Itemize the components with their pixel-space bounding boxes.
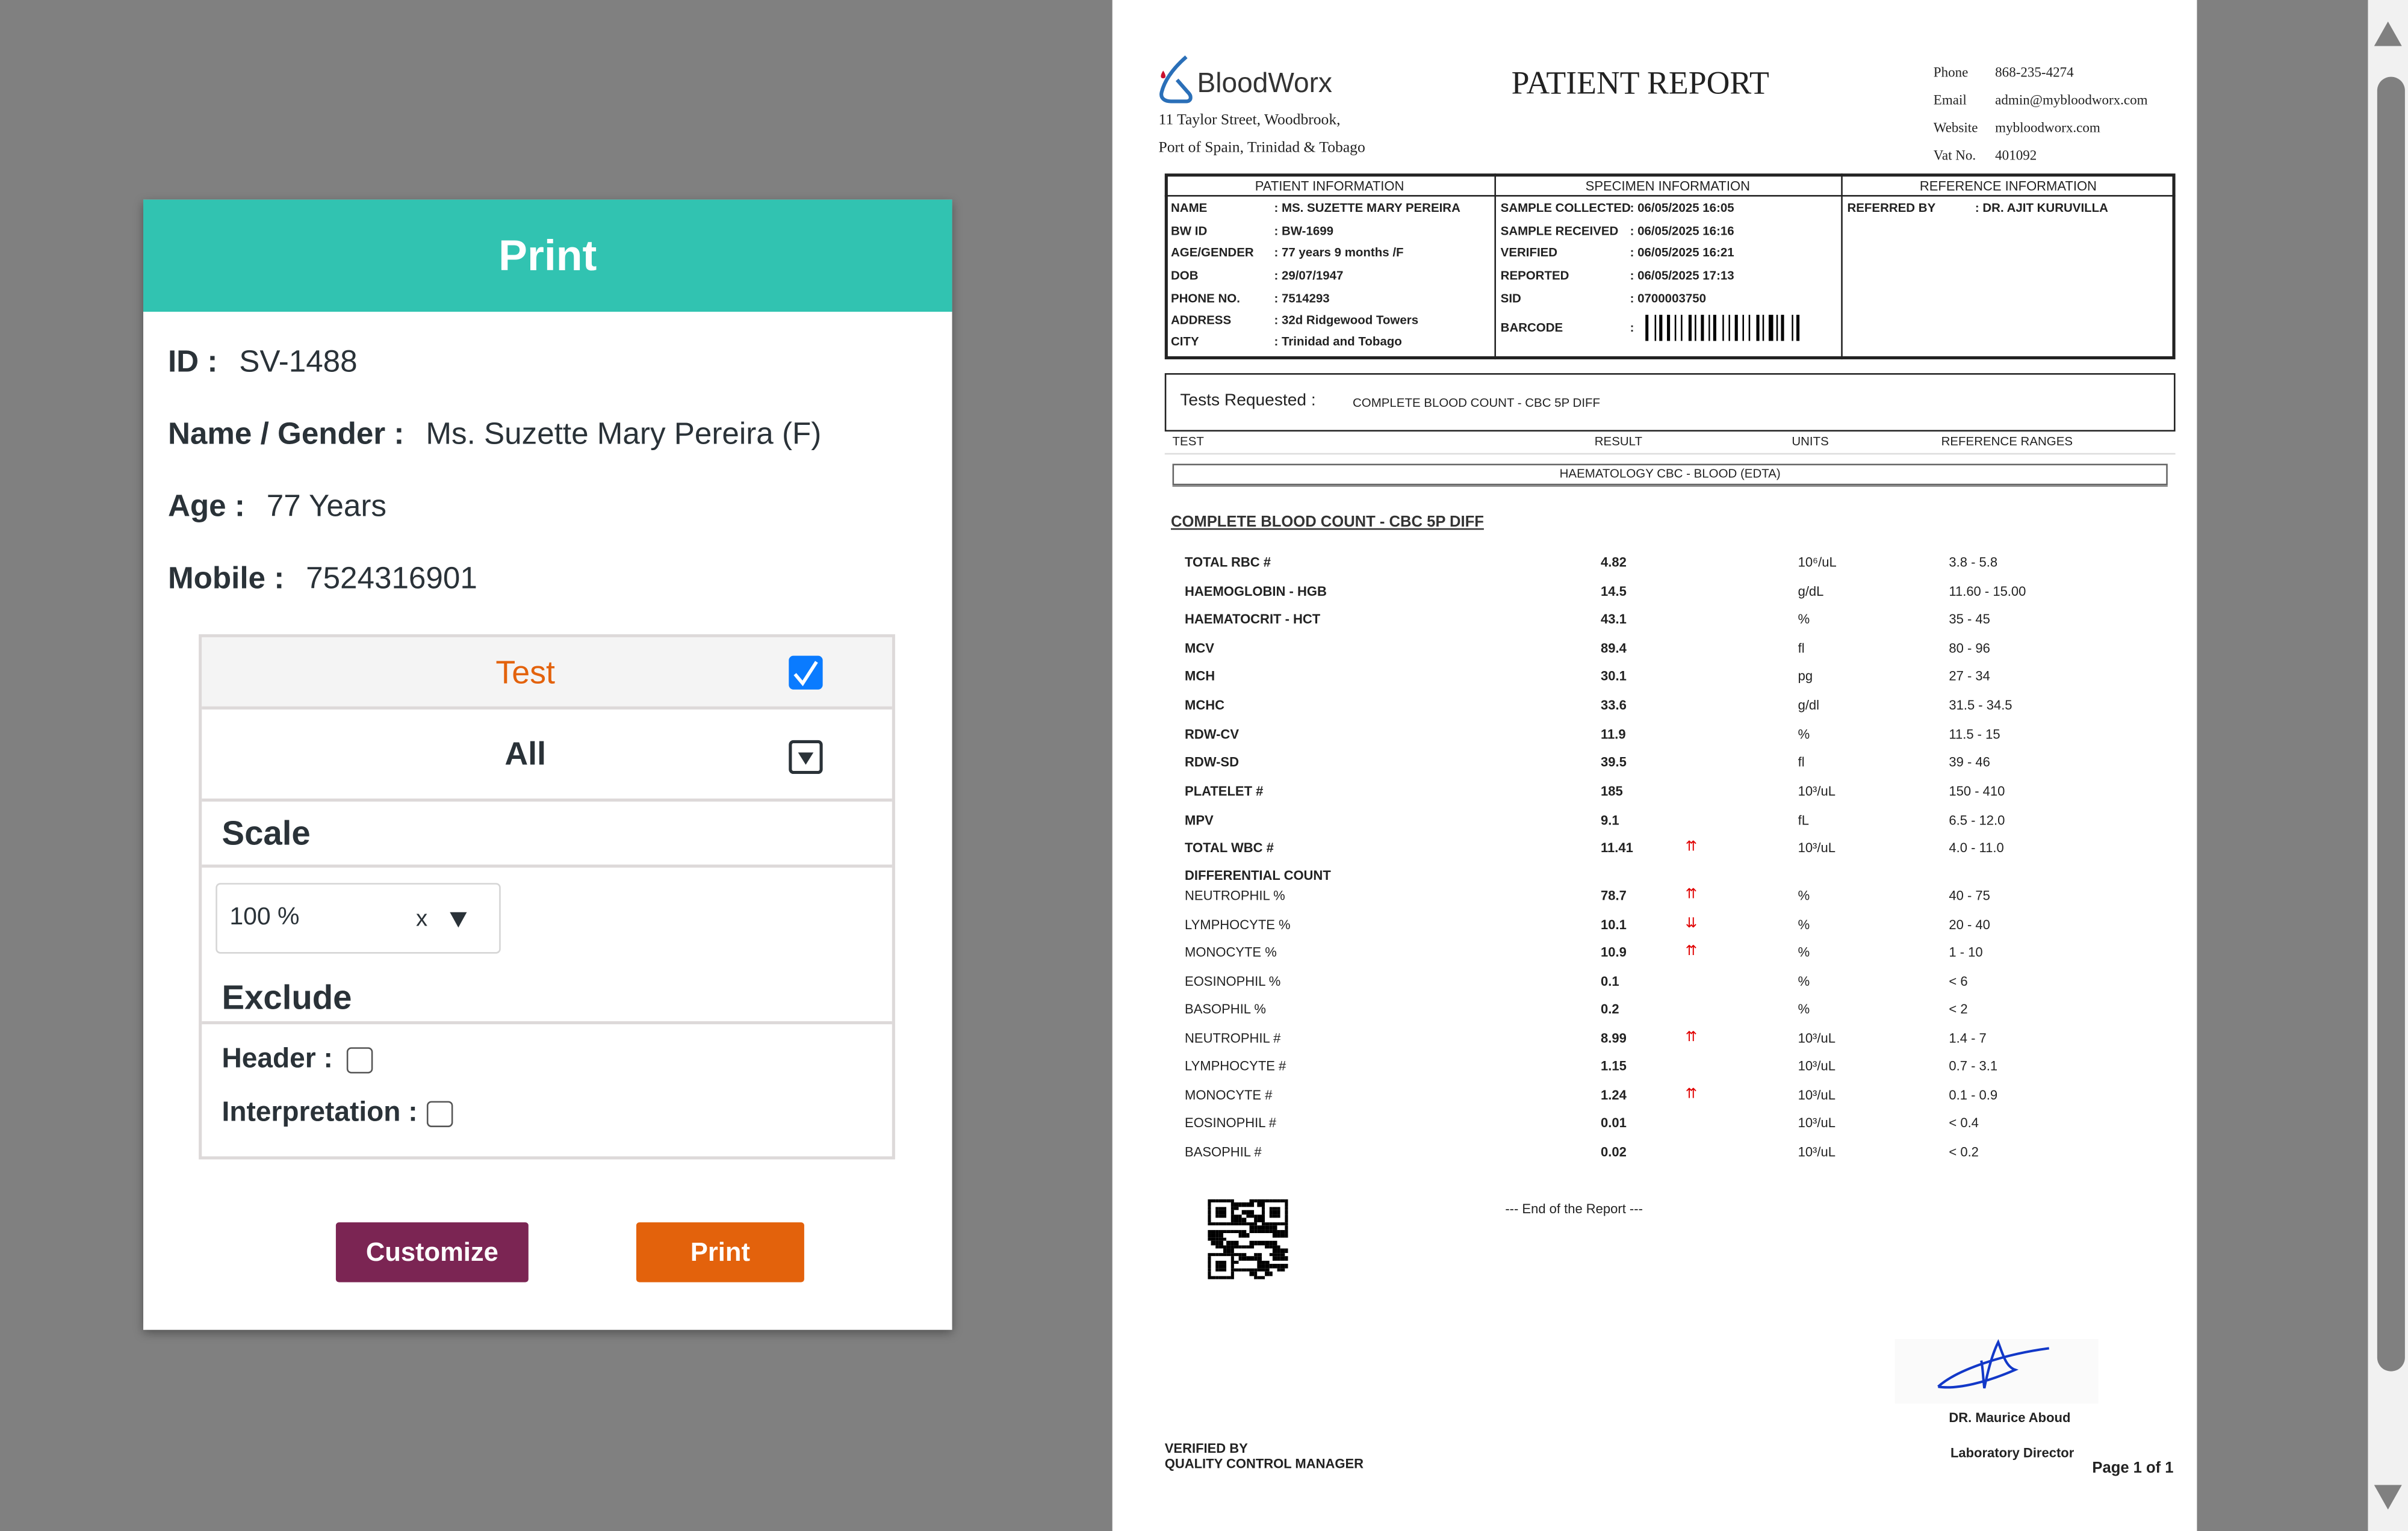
name-label: Name / Gender : xyxy=(167,418,405,452)
result-test-name: LYMPHOCYTE % xyxy=(1185,916,1291,932)
result-test-name: HAEMOGLOBIN - HGB xyxy=(1185,583,1327,599)
barcode-bar xyxy=(1713,315,1716,341)
name-row xyxy=(168,418,821,453)
result-units: % xyxy=(1798,887,1810,903)
scrollbar-thumb[interactable] xyxy=(2377,77,2405,1372)
contact-label: Phone xyxy=(1933,64,1969,80)
result-test-name: BASOPHIL % xyxy=(1185,1001,1266,1017)
result-reference-range: < 0.2 xyxy=(1949,1143,1979,1160)
mobile-label: Mobile : xyxy=(167,561,285,596)
result-test-name: MONOCYTE # xyxy=(1185,1087,1273,1103)
barcode-bar xyxy=(1700,315,1704,341)
result-units: 10³/uL xyxy=(1798,1115,1835,1131)
age-row xyxy=(168,490,386,525)
patient-info-value: : Trinidad and Tobago xyxy=(1274,335,1402,349)
specimen-info-value: : 0700003750 xyxy=(1630,291,1707,306)
contact-label: Vat No. xyxy=(1933,147,1976,163)
result-units: 10³/uL xyxy=(1798,1058,1835,1074)
report-preview xyxy=(1112,0,2197,1531)
result-test-name: BASOPHIL # xyxy=(1185,1143,1262,1160)
result-units: % xyxy=(1798,944,1810,960)
header-option xyxy=(222,1043,373,1075)
report-title: PATIENT REPORT xyxy=(1511,64,1769,102)
column-header-result: RESULT xyxy=(1594,435,1643,449)
divider xyxy=(1841,173,1843,359)
column-header-reference: REFERENCE RANGES xyxy=(1941,435,2073,449)
result-units: % xyxy=(1798,973,1810,989)
print-options xyxy=(199,634,895,1160)
contact-value: admin@mybloodworx.com xyxy=(1995,92,2148,108)
result-value: 33.6 xyxy=(1601,697,1627,713)
result-value: 1.24 xyxy=(1601,1087,1627,1103)
test-filter-row[interactable] xyxy=(202,710,892,802)
department-label: HAEMATOLOGY CBC - BLOOD (EDTA) xyxy=(1559,466,1781,481)
result-reference-range: 1.4 - 7 xyxy=(1949,1030,1987,1046)
result-flag-icon: ⇈ xyxy=(1685,942,1698,959)
barcode-bar xyxy=(1791,315,1792,341)
result-units: 10³/uL xyxy=(1798,1143,1835,1160)
result-reference-range: 40 - 75 xyxy=(1949,887,1990,903)
specimen-info-label: SID xyxy=(1500,291,1521,306)
barcode-bar xyxy=(1728,315,1731,341)
barcode-bar xyxy=(1666,315,1670,341)
barcode-bar xyxy=(1731,315,1733,341)
scale-select[interactable] xyxy=(216,883,500,953)
result-units: % xyxy=(1798,1001,1810,1017)
result-reference-range: 39 - 46 xyxy=(1949,754,1990,770)
differential-title: DIFFERENTIAL COUNT xyxy=(1185,867,1331,883)
result-units: 10³/uL xyxy=(1798,1087,1835,1103)
barcode-bar xyxy=(1766,315,1767,341)
scale-value: 100 % xyxy=(229,904,300,931)
result-test-name: RDW-SD xyxy=(1185,754,1239,770)
barcode-bar xyxy=(1781,315,1784,341)
barcode-bar xyxy=(1708,315,1710,341)
result-reference-range: 20 - 40 xyxy=(1949,916,1990,932)
result-flag-icon: ⇈ xyxy=(1685,886,1698,902)
barcode-bar xyxy=(1725,315,1727,341)
divider xyxy=(1494,173,1496,359)
result-units: 10³/uL xyxy=(1798,783,1835,799)
address-line-1: 11 Taylor Street, Woodbrook, xyxy=(1158,112,1341,129)
dropdown-icon[interactable] xyxy=(789,740,822,774)
reference-info-header: REFERENCE INFORMATION xyxy=(1919,178,2097,194)
barcode-bar xyxy=(1740,315,1741,341)
contact-value: mybloodworx.com xyxy=(1995,120,2100,135)
result-value: 0.02 xyxy=(1601,1143,1627,1160)
result-value: 11.41 xyxy=(1601,840,1633,856)
signature-image xyxy=(1895,1339,2099,1403)
barcode-bar xyxy=(1683,315,1687,341)
result-value: 1.15 xyxy=(1601,1058,1627,1074)
signer-name: DR. Maurice Aboud xyxy=(1949,1409,2071,1425)
exclude-row xyxy=(202,955,892,1024)
specimen-info-value: : xyxy=(1630,321,1634,335)
result-value: 10.9 xyxy=(1601,944,1627,960)
result-reference-range: < 6 xyxy=(1949,973,1968,989)
patient-info-label: NAME xyxy=(1170,201,1208,215)
qr-module xyxy=(1284,1275,1288,1279)
barcode-bar xyxy=(1800,315,1801,341)
end-of-report: --- End of the Report --- xyxy=(1505,1201,1643,1216)
age-value: 77 Years xyxy=(266,489,386,524)
patient-info-label: PHONE NO. xyxy=(1170,291,1240,306)
barcode-bar xyxy=(1746,315,1748,341)
interpretation-checkbox[interactable] xyxy=(427,1101,453,1127)
barcode-bar xyxy=(1793,315,1795,341)
clear-icon[interactable]: x xyxy=(415,906,428,932)
result-units: fl xyxy=(1798,640,1805,656)
result-test-name: MCH xyxy=(1185,669,1215,684)
id-value: SV-1488 xyxy=(239,345,358,380)
result-value: 4.82 xyxy=(1601,554,1627,570)
result-test-name: MCV xyxy=(1185,640,1214,656)
result-reference-range: 3.8 - 5.8 xyxy=(1949,554,1998,570)
tests-requested-label: Tests Requested : xyxy=(1180,391,1316,410)
barcode-bar xyxy=(1757,315,1759,341)
specimen-info-label: REPORTED xyxy=(1500,268,1569,283)
vertical-scrollbar[interactable] xyxy=(2368,0,2408,1531)
result-test-name: MCHC xyxy=(1185,697,1225,713)
barcode-bar xyxy=(1645,315,1648,341)
barcode-bar xyxy=(1659,315,1662,341)
divider xyxy=(1165,195,2176,197)
barcode-bar xyxy=(1692,315,1693,341)
result-flag-icon: ⇈ xyxy=(1685,1028,1698,1044)
print-button[interactable]: Print xyxy=(636,1222,804,1282)
print-dialog xyxy=(143,200,952,1330)
specimen-info-label: SAMPLE COLLECTED xyxy=(1500,201,1631,215)
result-reference-range: 27 - 34 xyxy=(1949,669,1990,684)
result-test-name: NEUTROPHIL # xyxy=(1185,1030,1281,1046)
contact-label: Website xyxy=(1933,120,1978,135)
result-value: 11.9 xyxy=(1601,726,1626,741)
barcode-bar xyxy=(1689,315,1691,341)
column-header-units: UNITS xyxy=(1792,435,1829,449)
patient-info-header: PATIENT INFORMATION xyxy=(1255,178,1404,194)
patient-info-value: : MS. SUZETTE MARY PEREIRA xyxy=(1274,201,1460,215)
barcode-bar xyxy=(1654,315,1656,341)
specimen-info-value: : 06/05/2025 16:05 xyxy=(1630,201,1734,215)
result-value: 78.7 xyxy=(1601,887,1627,903)
specimen-info-value: : 06/05/2025 16:21 xyxy=(1630,246,1734,260)
patient-info-label: ADDRESS xyxy=(1170,313,1232,327)
result-reference-range: 11.60 - 15.00 xyxy=(1949,583,2026,599)
result-reference-range: 1 - 10 xyxy=(1949,944,1983,960)
section-title: COMPLETE BLOOD COUNT - CBC 5P DIFF xyxy=(1170,514,1484,531)
barcode-bar xyxy=(1674,315,1677,341)
specimen-info-label: SAMPLE RECEIVED xyxy=(1500,224,1619,238)
specimen-info-header: SPECIMEN INFORMATION xyxy=(1585,178,1750,194)
test-filter-value[interactable]: All xyxy=(504,737,547,773)
result-value: 43.1 xyxy=(1601,611,1627,627)
result-test-name: EOSINOPHIL # xyxy=(1185,1115,1277,1131)
result-units: g/dL xyxy=(1798,583,1824,599)
result-units: 10³/uL xyxy=(1798,840,1835,856)
patient-info-value: : 7514293 xyxy=(1274,291,1330,306)
result-units: g/dl xyxy=(1798,697,1820,713)
result-value: 39.5 xyxy=(1601,754,1627,770)
verified-by-line2: QUALITY CONTROL MANAGER xyxy=(1164,1456,1364,1471)
result-units: % xyxy=(1798,611,1810,627)
id-label: ID : xyxy=(167,345,218,380)
address-line-2: Port of Spain, Trinidad & Tobago xyxy=(1158,140,1365,157)
reference-info-label: REFERRED BY xyxy=(1847,201,1936,215)
result-test-name: RDW-CV xyxy=(1185,726,1239,741)
tests-requested-value: COMPLETE BLOOD COUNT - CBC 5P DIFF xyxy=(1352,396,1601,410)
scroll-down-arrow-icon[interactable] xyxy=(2374,1485,2402,1509)
barcode-bar xyxy=(1671,315,1672,341)
patient-info-value: : 29/07/1947 xyxy=(1274,268,1344,283)
barcode-bar xyxy=(1680,315,1681,341)
test-row xyxy=(202,637,892,710)
specimen-info-label: BARCODE xyxy=(1500,321,1563,335)
barcode-bar xyxy=(1780,315,1781,341)
barcode-bar xyxy=(1649,315,1652,341)
result-value: 14.5 xyxy=(1601,583,1627,599)
patient-info-label: DOB xyxy=(1170,268,1199,283)
exclude-label: Exclude xyxy=(222,978,352,1017)
signer-title: Laboratory Director xyxy=(1950,1445,2074,1461)
result-reference-range: 4.0 - 11.0 xyxy=(1949,840,2004,856)
barcode-bar xyxy=(1763,315,1764,341)
result-flag-icon: ⇈ xyxy=(1685,1085,1698,1101)
contact-label: Email xyxy=(1933,92,1967,108)
barcode-bar xyxy=(1749,315,1750,341)
barcode-bar xyxy=(1678,315,1680,341)
result-value: 0.2 xyxy=(1601,1001,1619,1017)
interpretation-option xyxy=(222,1096,453,1129)
result-test-name: LYMPHOCYTE # xyxy=(1185,1058,1286,1074)
barcode-bar xyxy=(1734,315,1738,341)
patient-info-label: BW ID xyxy=(1170,224,1208,238)
barcode-bar xyxy=(1773,315,1775,341)
result-reference-range: 35 - 45 xyxy=(1949,611,1990,627)
result-reference-range: < 2 xyxy=(1949,1001,1968,1017)
result-units: pg xyxy=(1798,669,1813,684)
barcode-bar xyxy=(1777,315,1778,341)
result-reference-range: 80 - 96 xyxy=(1949,640,1990,656)
barcode-bar xyxy=(1718,315,1721,341)
result-test-name: PLATELET # xyxy=(1185,783,1264,799)
barcode-bar xyxy=(1769,315,1772,341)
mobile-row xyxy=(168,562,477,598)
bloodworx-logo-icon xyxy=(1155,55,1192,105)
result-units: % xyxy=(1798,916,1810,932)
barcode-bar xyxy=(1761,315,1762,341)
barcode-image xyxy=(1645,315,1802,341)
name-value: Ms. Suzette Mary Pereira (F) xyxy=(426,418,822,452)
id-row xyxy=(168,345,358,381)
patient-info-label: AGE/GENDER xyxy=(1170,246,1254,260)
barcode-bar xyxy=(1711,315,1712,341)
reference-info-value: : DR. AJIT KURUVILLA xyxy=(1975,201,2108,215)
checkmark-icon xyxy=(789,656,822,690)
barcode-bar xyxy=(1796,315,1799,341)
mobile-value: 7524316901 xyxy=(306,561,477,596)
result-test-name: MONOCYTE % xyxy=(1185,944,1277,960)
result-units: 10⁶/uL xyxy=(1798,554,1837,570)
result-flag-icon: ⇊ xyxy=(1685,914,1698,930)
patient-info-label: CITY xyxy=(1170,335,1199,349)
result-value: 0.01 xyxy=(1601,1115,1627,1131)
contact-value: 401092 xyxy=(1995,147,2037,163)
interpretation-label: Interpretation : xyxy=(222,1096,418,1127)
result-value: 0.1 xyxy=(1601,973,1619,989)
patient-info-value: : BW-1699 xyxy=(1274,224,1334,238)
result-reference-range: 0.1 - 0.9 xyxy=(1949,1087,1998,1103)
result-reference-range: 11.5 - 15 xyxy=(1949,726,2000,741)
result-test-name: NEUTROPHIL % xyxy=(1185,887,1285,903)
barcode-bar xyxy=(1742,315,1745,341)
chevron-down-icon[interactable] xyxy=(448,911,468,929)
divider xyxy=(1165,453,2176,455)
result-reference-range: 6.5 - 12.0 xyxy=(1949,811,2005,827)
barcode-bar xyxy=(1657,315,1659,341)
result-test-name: EOSINOPHIL % xyxy=(1185,973,1281,989)
verified-by-line1: VERIFIED BY xyxy=(1164,1440,1248,1456)
contact-value: 868-235-4274 xyxy=(1995,64,2074,80)
result-units: fL xyxy=(1798,811,1809,827)
barcode-bar xyxy=(1663,315,1665,341)
test-checkbox[interactable] xyxy=(789,656,822,690)
result-test-name: MPV xyxy=(1185,811,1214,827)
result-value: 9.1 xyxy=(1601,811,1619,827)
barcode-bar xyxy=(1705,315,1707,341)
result-test-name: TOTAL RBC # xyxy=(1185,554,1271,570)
result-reference-range: 150 - 410 xyxy=(1949,783,2005,799)
page-number: Page 1 of 1 xyxy=(2092,1460,2174,1477)
result-flag-icon: ⇈ xyxy=(1685,838,1698,855)
result-units: fl xyxy=(1798,754,1805,770)
dialog-title: Print xyxy=(143,200,952,312)
scale-row xyxy=(202,802,892,868)
result-units: 10³/uL xyxy=(1798,1030,1835,1046)
result-units: % xyxy=(1798,726,1810,741)
header-label: Header : xyxy=(222,1042,333,1074)
result-value: 30.1 xyxy=(1601,669,1627,684)
patient-info-value: : 77 years 9 months /F xyxy=(1274,246,1404,260)
barcode-bar xyxy=(1698,315,1699,341)
result-value: 89.4 xyxy=(1601,640,1627,656)
qr-code-image xyxy=(1208,1199,1288,1279)
result-reference-range: 31.5 - 34.5 xyxy=(1949,697,2012,713)
test-label: Test xyxy=(495,655,555,691)
result-value: 10.1 xyxy=(1601,916,1627,932)
scroll-up-arrow-icon[interactable] xyxy=(2374,22,2402,46)
tests-requested-box xyxy=(1165,373,2176,431)
header-checkbox[interactable] xyxy=(347,1047,373,1073)
lab-logo-text: BloodWorx xyxy=(1197,67,1332,99)
barcode-bar xyxy=(1751,315,1755,341)
result-reference-range: < 0.4 xyxy=(1949,1115,1979,1131)
specimen-info-value: : 06/05/2025 17:13 xyxy=(1630,268,1734,283)
result-reference-range: 0.7 - 3.1 xyxy=(1949,1058,1998,1074)
specimen-info-value: : 06/05/2025 16:16 xyxy=(1630,224,1734,238)
result-value: 8.99 xyxy=(1601,1030,1627,1046)
customize-button[interactable]: Customize xyxy=(336,1222,529,1282)
specimen-info-label: VERIFIED xyxy=(1500,246,1558,260)
barcode-bar xyxy=(1722,315,1724,341)
patient-info-value: : 32d Ridgewood Towers xyxy=(1274,313,1419,327)
scale-label: Scale xyxy=(222,814,311,853)
column-header-test: TEST xyxy=(1172,435,1204,449)
age-label: Age : xyxy=(167,489,245,524)
barcode-bar xyxy=(1786,315,1789,341)
barcode-bar xyxy=(1695,315,1696,341)
result-test-name: TOTAL WBC # xyxy=(1185,840,1274,856)
result-value: 185 xyxy=(1601,783,1623,799)
result-test-name: HAEMATOCRIT - HCT xyxy=(1185,611,1321,627)
